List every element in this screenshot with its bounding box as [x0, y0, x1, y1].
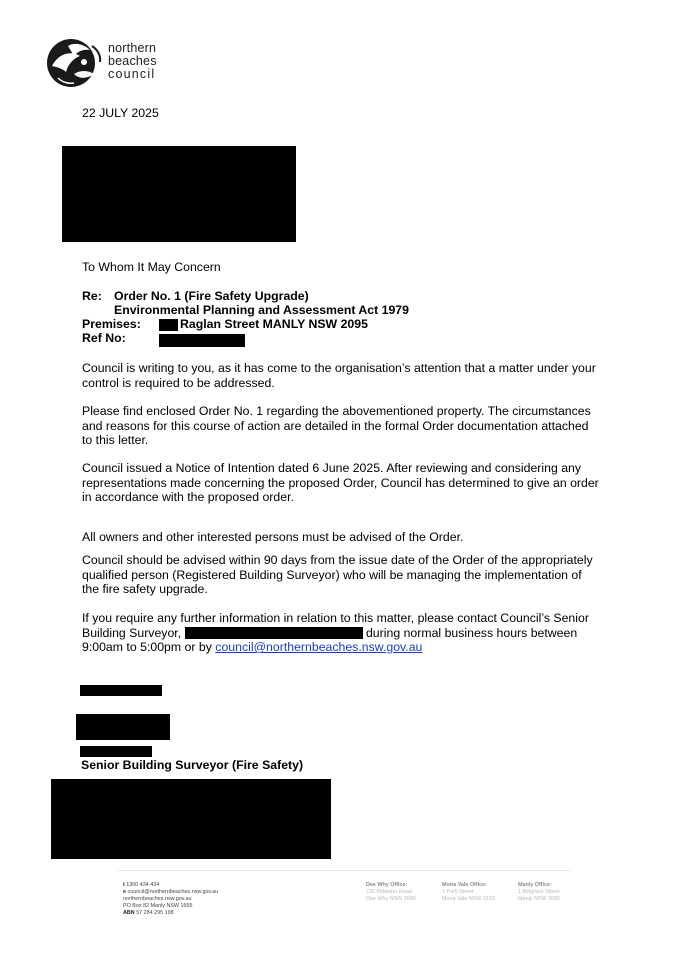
- redacted-address-block: [62, 146, 296, 242]
- redacted-signatory-name: [80, 746, 152, 757]
- paragraph-3: Council issued a Notice of Intention dated 6 June 2025. After reviewing and considering any representations made concerning the proposed Order, Council has determined to give an order in accordance with the proposed order.: [82, 461, 599, 505]
- council-logo-text: [108, 42, 157, 81]
- salutation: To Whom It May Concern: [82, 260, 221, 274]
- footer-office-dee-why: Dee Why Office: 725 Pittwater Road Dee Why NSW 2099: [366, 882, 416, 902]
- redacted-surveyor-name: [185, 627, 363, 639]
- footer-office-mona-vale: Mona Vale Office: 1 Park Street Mona Vale NSW 2103: [442, 882, 495, 902]
- council-email-link[interactable]: council@northernbeaches.nsw.gov.au: [215, 640, 423, 655]
- paragraph-2: Please find enclosed Order No. 1 regarding the abovementioned property. The circumstances and reasons for this course of action are detailed in the formal Order documentation attached to this letter.: [82, 404, 591, 448]
- premises-label: Premises:: [82, 317, 141, 331]
- footer-po-box: PO Box 82 Manly NSW 1655: [123, 903, 193, 909]
- logo-line-2: beaches: [108, 54, 157, 68]
- re-line-1: Order No. 1 (Fire Safety Upgrade): [114, 289, 309, 303]
- paragraph-6-start: If you require any further information in relation to this matter, please contact Council’s Senior Building Surveyor,: [82, 611, 589, 640]
- paragraph-1: Council is writing to you, as it has come to the organisation’s attention that a matter under your control is required to be addressed.: [82, 361, 596, 390]
- paragraph-5: Council should be advised within 90 days from the issue date of the Order of the appropriately qualified person (Registered Building Surveyor) who will be managing the implementation of the fire safety upgrade.: [82, 553, 593, 597]
- logo-line-3: council: [108, 67, 156, 81]
- redacted-enclosure-block: [51, 779, 331, 859]
- footer-abn: 57 284 295 198: [136, 910, 174, 916]
- footer-contact: t 1300 434 434 e council@northernbeaches.nsw.gov.au northernbeaches.nsw.gov.au PO Box 82 Manly NSW 1655 ABN 57 284 295 198: [123, 882, 219, 916]
- council-logo-icon: [44, 36, 104, 90]
- redacted-signoff: [80, 685, 162, 696]
- logo-line-1: northern: [108, 41, 157, 55]
- footer-office-manly: Manly Office: 1 Belgrave Street Manly NSW 2095: [518, 882, 560, 902]
- paragraph-4: All owners and other interested persons must be advised of the Order.: [82, 530, 464, 544]
- premises-value: Raglan Street MANLY NSW 2095: [180, 317, 368, 331]
- footer-phone: 1300 434 434: [126, 882, 160, 888]
- footer-divider: [118, 870, 570, 871]
- footer-website: northernbeaches.nsw.gov.au: [123, 896, 192, 902]
- redacted-signature: [76, 714, 170, 740]
- paragraph-6: [82, 611, 602, 655]
- letter-date: 22 JULY 2025: [82, 106, 159, 120]
- paragraph-6-mid: during normal business hours between 9:00am to 5:00pm or by: [82, 625, 578, 655]
- footer-email: council@northernbeaches.nsw.gov.au: [127, 889, 219, 895]
- re-line-2: Environmental Planning and Assessment Act 1979: [114, 303, 409, 317]
- signatory-title: Senior Building Surveyor (Fire Safety): [81, 758, 304, 772]
- ref-label: Ref No:: [82, 331, 126, 345]
- re-label: Re:: [82, 289, 102, 303]
- redacted-ref-number: [159, 334, 245, 347]
- redacted-street-number: [159, 319, 178, 331]
